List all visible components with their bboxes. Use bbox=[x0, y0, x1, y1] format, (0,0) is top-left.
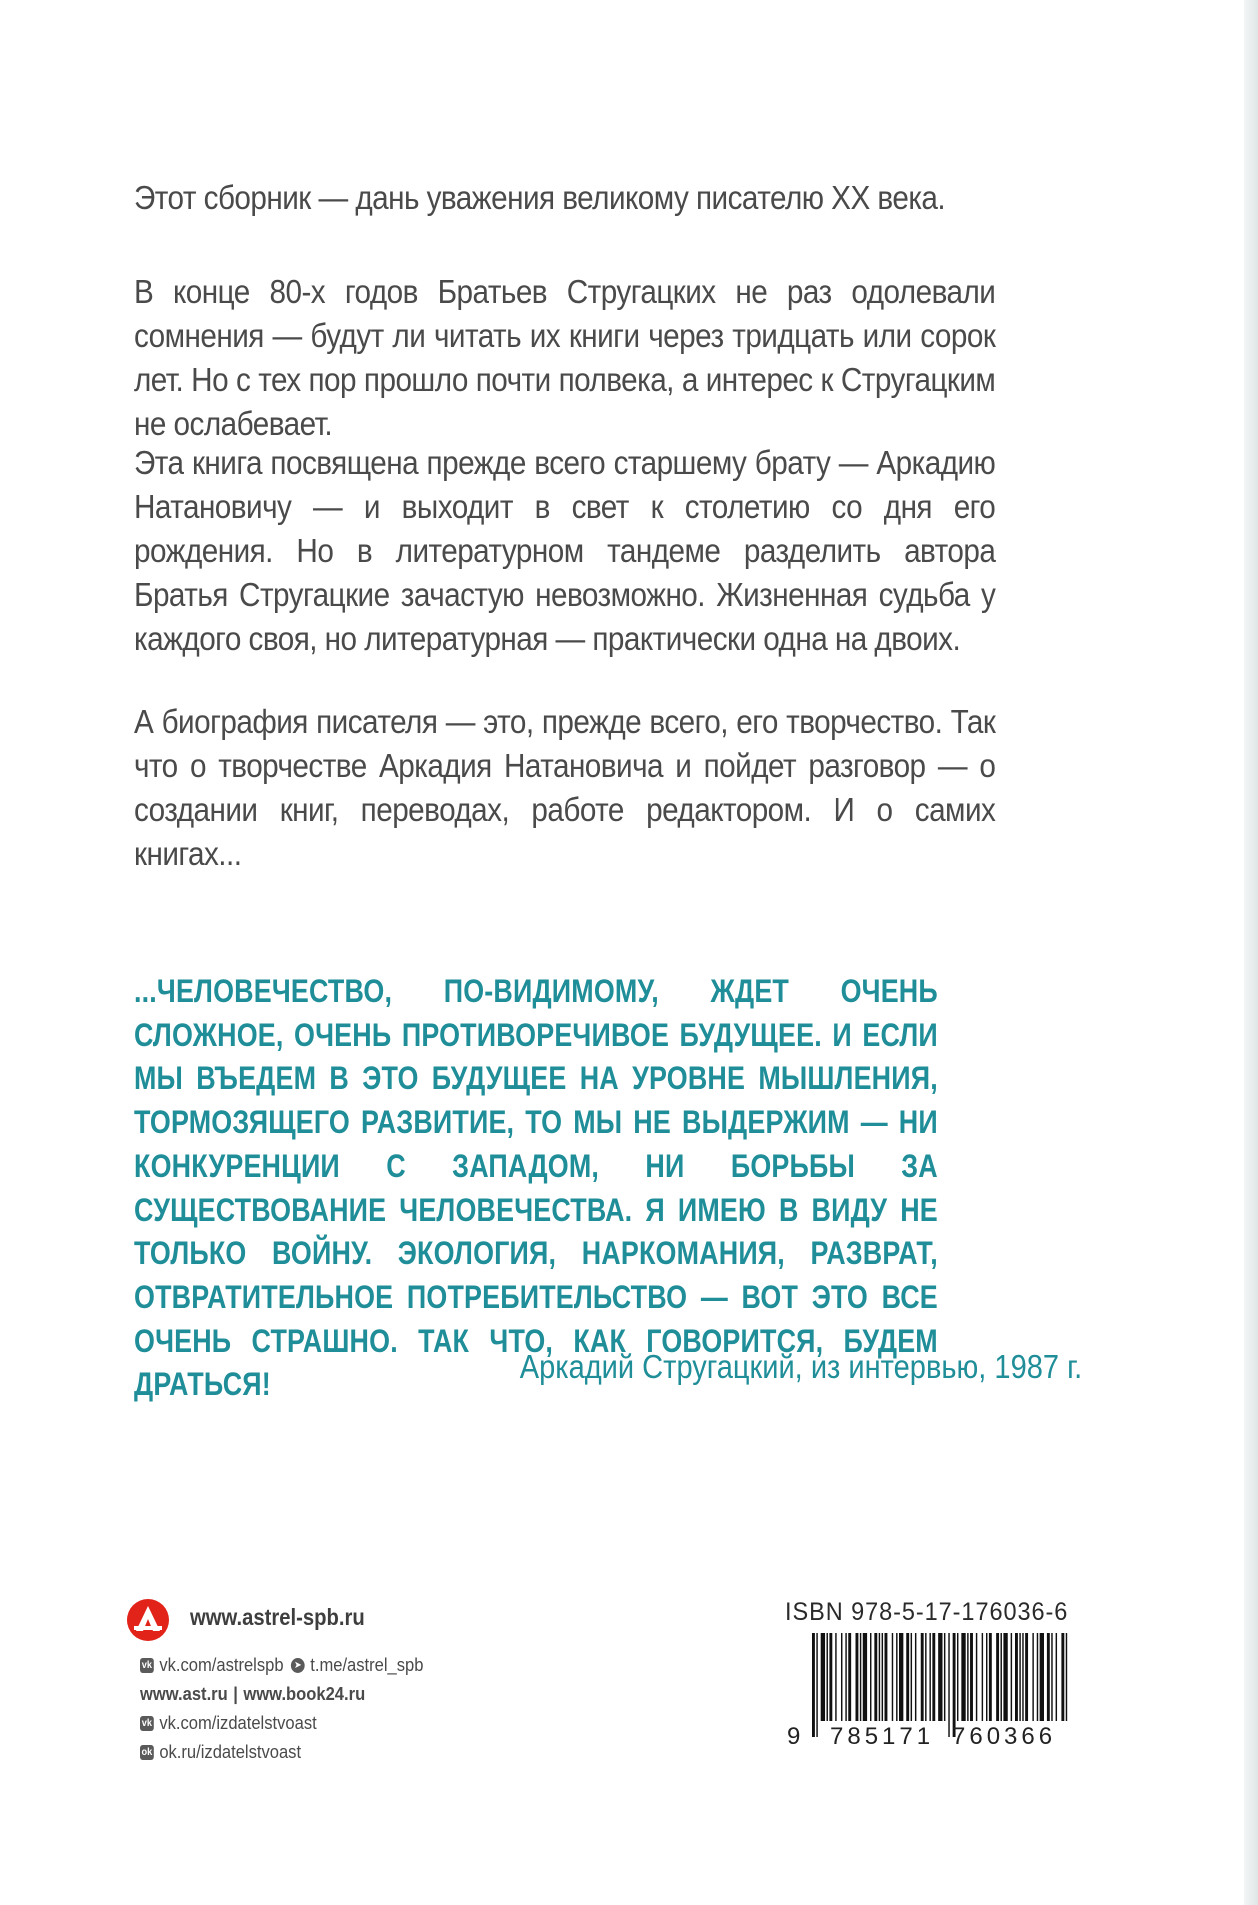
barcode-bar bbox=[929, 1633, 930, 1721]
barcode-bar bbox=[996, 1633, 999, 1721]
barcode-digits-right: 760366 bbox=[952, 1723, 1057, 1750]
barcode-bar bbox=[976, 1633, 977, 1721]
sites-row bbox=[140, 1680, 423, 1709]
barcode-bar bbox=[1019, 1633, 1020, 1721]
barcode-bar bbox=[970, 1633, 973, 1721]
barcode-bar bbox=[906, 1633, 909, 1721]
barcode-bar bbox=[1022, 1633, 1023, 1721]
barcode-bar bbox=[1015, 1633, 1018, 1721]
telegram-link[interactable]: t.me/astrel_spb bbox=[310, 1655, 424, 1675]
barcode-bar bbox=[841, 1633, 842, 1721]
barcode-bar bbox=[944, 1633, 945, 1721]
barcode-bar bbox=[1003, 1633, 1007, 1721]
ok-ast-link[interactable]: ok.ru/izdatelstvoast bbox=[159, 1742, 302, 1762]
intro-text-1: Этот сборник — дань уважения великому писателю XX века. bbox=[134, 179, 946, 216]
intro-text-3: Эта книга посвящена прежде всего старшему брату — Аркадию Натановичу — и выходит в свет к столетию со дня его рождения. Но в литературном тандеме разделить автора Братья Стругацкие зачастую невозможно. Жизненная судьба у каждого своя, но литературная — практически одна на двоих. bbox=[134, 444, 996, 657]
ast-site-link[interactable]: www.ast.ru bbox=[140, 1684, 228, 1704]
barcode-bar bbox=[1001, 1633, 1002, 1721]
barcode-bar bbox=[1040, 1633, 1044, 1721]
social-row-2 bbox=[140, 1709, 423, 1738]
isbn-number: ISBN 978-5-17-176036-6 bbox=[785, 1598, 1069, 1626]
barcode-bar bbox=[896, 1633, 897, 1721]
barcode-bar bbox=[899, 1633, 903, 1721]
barcode-bar bbox=[874, 1633, 877, 1721]
barcode-bar bbox=[1011, 1633, 1012, 1721]
barcode-bar bbox=[856, 1633, 859, 1721]
telegram-icon: ➤ bbox=[291, 1658, 305, 1673]
intro-paragraph-4 bbox=[134, 700, 995, 876]
barcode-bar bbox=[921, 1633, 924, 1721]
barcode-bar bbox=[982, 1633, 983, 1721]
barcode-bar bbox=[882, 1633, 883, 1721]
intro-paragraph-3 bbox=[134, 441, 995, 661]
quote-attribution: Аркадий Стругацкий, из интервью, 1987 г. bbox=[519, 1348, 1082, 1385]
barcode-bar bbox=[932, 1633, 935, 1721]
intro-text-2: В конце 80-х годов Братьев Стругацких не раз одолевали сомнения — будут ли читать их книги через тридцать или сорок лет. Но с тех пор прошло почти полвека, а интерес к Стругацким не ослабевает. bbox=[134, 273, 996, 442]
barcode-digits-left: 785171 bbox=[830, 1723, 935, 1750]
barcode-bar bbox=[835, 1633, 836, 1721]
barcode-bar bbox=[845, 1633, 846, 1721]
barcode-bar bbox=[938, 1633, 942, 1721]
social-row-1 bbox=[140, 1651, 423, 1680]
barcode-bar bbox=[879, 1633, 880, 1721]
barcode-bar bbox=[885, 1633, 888, 1721]
barcode-bar bbox=[812, 1633, 815, 1737]
barcode-bar bbox=[892, 1633, 893, 1721]
barcode-bar bbox=[957, 1633, 958, 1721]
vk-ast-link[interactable]: vk.com/izdatelstvoast bbox=[159, 1713, 317, 1733]
vk-icon: vk bbox=[141, 1718, 153, 1729]
barcode-bar bbox=[870, 1633, 871, 1721]
author-quote bbox=[134, 970, 938, 1407]
barcode-bar bbox=[948, 1633, 949, 1737]
barcode-bar bbox=[1051, 1633, 1052, 1721]
barcode-bar bbox=[816, 1633, 817, 1737]
barcode-bar bbox=[821, 1633, 825, 1721]
book24-link[interactable]: www.book24.ru bbox=[243, 1684, 366, 1704]
logo-circle bbox=[127, 1599, 169, 1641]
barcode-bar bbox=[1061, 1633, 1064, 1721]
barcode-bar bbox=[829, 1633, 832, 1721]
astrel-logo-icon bbox=[126, 1598, 170, 1642]
barcode-bar bbox=[953, 1633, 956, 1737]
barcode-bar bbox=[1037, 1633, 1038, 1721]
intro-text-4: А биография писателя — это, прежде всего, его творчество. Так что о творчестве Аркадия Натановича и пойдет разговор — о создании книг, переводах, работе редактором. И о самих книгах... bbox=[134, 703, 996, 872]
barcode-bar bbox=[827, 1633, 828, 1721]
barcode-bar bbox=[967, 1633, 968, 1721]
barcode-bar bbox=[961, 1633, 965, 1721]
barcode-bar bbox=[1056, 1633, 1057, 1721]
publisher-site-link[interactable]: www.astrel-spb.ru bbox=[190, 1604, 365, 1630]
barcode-bar bbox=[989, 1633, 992, 1721]
cover-edge-shadow bbox=[1244, 0, 1258, 1905]
barcode-bar bbox=[1047, 1633, 1050, 1721]
intro-paragraph-1 bbox=[134, 176, 995, 220]
sites-separator: | bbox=[233, 1684, 238, 1704]
barcode-bar bbox=[1025, 1633, 1028, 1721]
barcode-bar bbox=[863, 1633, 867, 1721]
barcode-bar bbox=[925, 1633, 926, 1721]
logo-bar bbox=[134, 1626, 162, 1630]
barcode-lead-digit: 9 bbox=[787, 1723, 801, 1750]
barcode-bar bbox=[915, 1633, 916, 1721]
social-row-3 bbox=[140, 1738, 423, 1767]
odnoklassniki-icon: ok bbox=[141, 1747, 153, 1758]
barcode-bar bbox=[1066, 1633, 1067, 1721]
barcode-bar bbox=[986, 1633, 987, 1721]
barcode-bar bbox=[911, 1633, 912, 1721]
barcode-bar bbox=[860, 1633, 861, 1721]
vk-astrel-link[interactable]: vk.com/astrelspb bbox=[159, 1655, 284, 1675]
intro-paragraph-2 bbox=[134, 270, 995, 446]
barcode-bar bbox=[1032, 1633, 1033, 1721]
quote-text: ...ЧЕЛОВЕЧЕСТВО, ПО-ВИДИМОМУ, ЖДЕТ ОЧЕНЬ СЛОЖНОЕ, ОЧЕНЬ ПРОТИВОРЕЧИВОЕ БУДУЩЕЕ. И ЕСЛИ МЫ ВЪЕДЕМ В ЭТО БУДУЩЕЕ НА УРОВНЕ МЫШЛЕНИЯ, ТОРМОЗЯЩЕГО РАЗВИТИЕ, ТО МЫ НЕ ВЫДЕРЖИМ — НИ КОНКУРЕНЦИИ С ЗАПАДОМ, НИ БОРЬБЫ ЗА СУЩЕСТВОВАНИЕ ЧЕЛОВЕЧЕСТВА. Я ИМЕЮ В ВИДУ НЕ ТОЛЬКО ВОЙНУ. ЭКОЛОГИЯ, НАРКОМАНИЯ, РАЗВРАТ, ОТВРАТИТЕЛЬНОЕ ПОТРЕБИТЕЛЬСТВО — ВОТ ЭТО ВСЕ ОЧЕНЬ СТРАШНО. ТАК ЧТО, КАК ГОВОРИТСЯ, БУДЕМ ДРАТЬСЯ! bbox=[134, 973, 938, 1403]
vk-icon: vk bbox=[141, 1660, 153, 1671]
barcode-bar bbox=[848, 1633, 851, 1721]
publisher-links bbox=[140, 1651, 423, 1767]
